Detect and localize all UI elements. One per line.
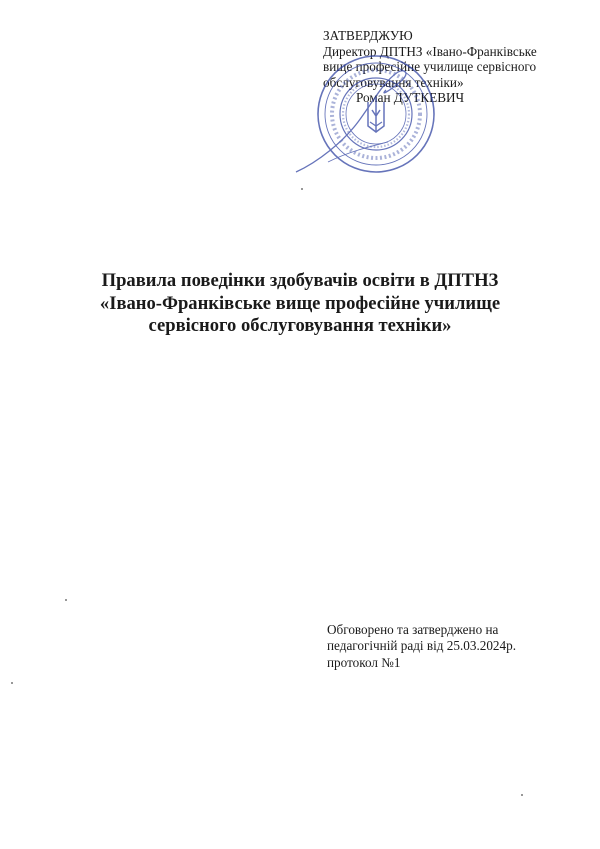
approval-position-line-3: обслуговування техніки»: [323, 74, 464, 90]
approval-position-line-1: Директор ДПТНЗ «Івано-Франківське: [323, 43, 537, 59]
approval-position-line-2: вище професійне училище сервісного: [323, 59, 537, 74]
document-title: [60, 270, 540, 338]
scan-speck: [301, 188, 303, 190]
official-seal-icon: [288, 52, 448, 182]
discussed-line-2: педагогічній раді від 25.03.2024р.: [327, 638, 517, 654]
document-title-line-1: Правила поведінки здобувачів освіти в ДПТНЗ: [101, 270, 499, 291]
discussed-line-1: Обговорено та затверджено на: [327, 622, 499, 637]
approval-signature-name: Роман ДУТКЕВИЧ: [356, 90, 465, 105]
scan-speck: [65, 599, 67, 601]
approval-heading: ЗАТВЕРДЖУЮ: [323, 28, 413, 43]
document-title-line-2: «Івано-Франківське вище професійне училище: [99, 292, 501, 314]
document-title-line-3: сервісного обслуговування техніки»: [148, 315, 452, 336]
scan-speck: [521, 794, 523, 796]
scan-speck: [11, 682, 13, 684]
discussed-block: [327, 622, 587, 671]
discussed-protocol: протокол №1: [327, 654, 401, 670]
